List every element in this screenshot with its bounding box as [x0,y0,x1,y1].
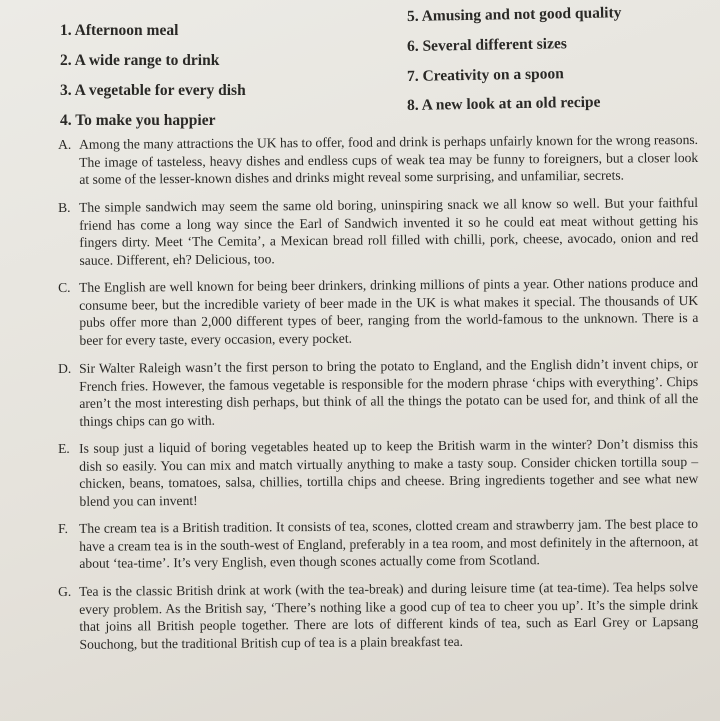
heading-5: 5. Amusing and not good quality [406,4,622,25]
paragraph-text: Among the many attractions the UK has to offer, food and drink is perhaps unfairly known for the wrong reasons. The image of tasteless, heavy dishes and endless cups of weak tea may be funny to foreigners, but a closer look at some of the lesser-known dishes and drinks might reveal some surprising, and unfamiliar, secrets. [79,131,699,188]
paragraph-a [58,131,698,189]
paragraph-letter: A. [58,136,72,152]
paragraph-d [58,355,699,430]
paragraph-text: Is soup just a liquid of boring vegetables heated up to keep the British warm in the winter? Don’t dismiss this dish so easily. You can mix and match virtually anything to make a tasty soup. Consider chicken tortilla soup – chicken, beans, tomatoes, salsa, chillies, tortilla chips and cheese. Bring ingredients together and see what new blend you can invent! [79,435,699,509]
headings-list [0,0,720,140]
heading-2: 2. A wide range to drink [60,52,220,69]
heading-6: 6. Several different sizes [406,35,567,55]
paragraph-letter: B. [58,199,71,215]
paragraph-letter: F. [58,521,69,537]
paragraph-letter: G. [58,583,72,600]
heading-3: 3. A vegetable for every dish [60,82,246,99]
paragraph-g [58,578,699,653]
paragraph-text: The English are well known for being beer drinkers, drinking millions of pints a year. Other nations produce and consume beer, but the incredible variety of beer made in the UK is what makes it special. The thousands of UK pubs offer more than 2,000 different types of beer, ranging from the world-famous to the unknown. There is a beer for every taste, every occasion, every pocket. [79,275,699,348]
paragraph-c [58,274,699,349]
paragraph-letter: D. [58,360,72,376]
heading-8: 8. A new look at an old recipe [406,93,601,114]
paragraph-letter: E. [58,440,70,456]
heading-1: 1. Afternoon meal [60,22,179,39]
paragraph-text: The cream tea is a British tradition. It consists of tea, scones, clotted cream and strawberry jam. The best place to have a cream tea is in the south-west of England, preferably in a tea room, and most definitely in the afternoon, at about ‘tea-time’. It’s very English, even though scones actually come from Scotland. [79,516,699,572]
heading-7: 7. Creativity on a spoon [406,65,565,85]
heading-4: 4. To make you happier [60,112,216,129]
paragraph-letter: C. [58,280,71,296]
paragraph-text: Tea is the classic British drink at work (with the tea-break) and during leisure time (at tea-time). Tea helps solve every problem. As the British say, ‘There’s nothing like a good cup of tea to cheer you up’. It’s the simple drink that joins all British people together. There are lots of different kinds of tea, such as Earl Grey or Lapsang Souchong, but the traditional British cup of tea is a plain breakfast tea. [79,579,699,652]
paragraphs [58,131,699,663]
paragraph-text: The simple sandwich may seem the same old boring, uninspiring snack we all know so well. But your faithful friend has come a long way since the Earl of Sandwich invented it so he could eat meat without getting his fingers dirty. Meet ‘The Cemita’, a Mexican bread roll filled with chilli, pork, cheese, avocado, onion and red sauce. Different, eh? Delicious, too. [79,194,699,268]
paragraph-f [58,515,698,573]
paragraph-text: Sir Walter Raleigh wasn’t the first person to bring the potato to England, and the English didn’t invent chips, or French fries. However, the famous vegetable is responsible for the modern phrase ‘chips with everything’. Chips aren’t the most interesting dish perhaps, but think of all the things the potato can be used for, and think of all the things chips can go with. [79,355,699,429]
paragraph-e [58,435,699,510]
paragraph-b [58,194,699,269]
